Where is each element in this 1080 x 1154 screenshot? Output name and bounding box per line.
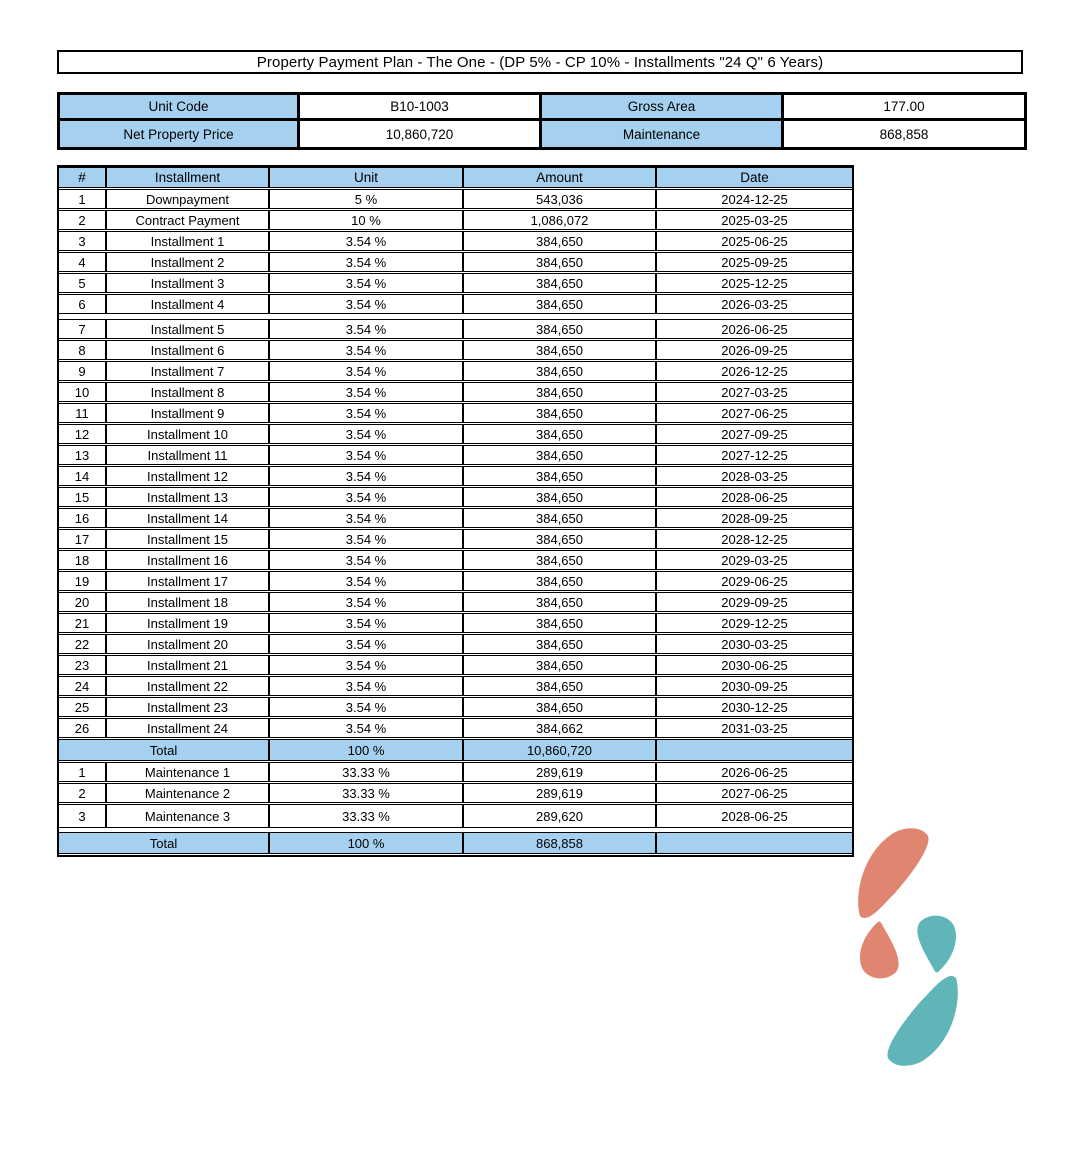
date-cell: 2027-12-25 xyxy=(657,445,852,465)
amount-cell: 384,650 xyxy=(464,550,657,570)
amount-cell: 384,650 xyxy=(464,508,657,528)
date-cell: 2028-06-25 xyxy=(657,487,852,507)
row-number-cell: 4 xyxy=(59,252,107,272)
payment-row xyxy=(59,231,852,251)
payment-row xyxy=(59,273,852,293)
row-number-cell: 7 xyxy=(59,319,107,339)
date-cell: 2027-06-25 xyxy=(657,783,852,803)
unit-percent-cell: 3.54 % xyxy=(270,252,464,272)
summary-row xyxy=(60,121,1024,147)
unit-percent-cell: 3.54 % xyxy=(270,445,464,465)
unit-percent-cell: 3.54 % xyxy=(270,403,464,423)
amount-cell: 384,650 xyxy=(464,231,657,251)
installment-name-cell: Installment 5 xyxy=(107,319,270,339)
unit-percent-cell: 3.54 % xyxy=(270,273,464,293)
row-number-cell: 23 xyxy=(59,655,107,675)
unit-code-label: Unit Code xyxy=(60,95,300,118)
row-number-cell: 10 xyxy=(59,382,107,402)
date-cell: 2030-12-25 xyxy=(657,697,852,717)
installment-name-cell: Installment 19 xyxy=(107,613,270,633)
unit-percent-cell: 3.54 % xyxy=(270,676,464,696)
installment-name-cell: Installment 15 xyxy=(107,529,270,549)
date-cell: 2030-03-25 xyxy=(657,634,852,654)
row-number-cell: 21 xyxy=(59,613,107,633)
date-cell: 2025-12-25 xyxy=(657,273,852,293)
date-cell: 2029-03-25 xyxy=(657,550,852,570)
date-cell: 2026-06-25 xyxy=(657,319,852,339)
unit-percent-cell: 3.54 % xyxy=(270,718,464,738)
installment-name-cell: Installment 21 xyxy=(107,655,270,675)
installment-name-cell: Maintenance 3 xyxy=(107,804,270,828)
amount-cell: 384,662 xyxy=(464,718,657,738)
payment-row xyxy=(59,340,852,360)
payment-row xyxy=(59,294,852,314)
installment-name-cell: Installment 11 xyxy=(107,445,270,465)
amount-cell: 289,619 xyxy=(464,762,657,782)
amount-cell: 384,650 xyxy=(464,319,657,339)
payment-row xyxy=(59,718,852,738)
header-date: Date xyxy=(657,167,852,188)
installment-name-cell: Installment 9 xyxy=(107,403,270,423)
row-number-cell: 1 xyxy=(59,189,107,209)
installment-name-cell: Installment 24 xyxy=(107,718,270,738)
installment-name-cell: Maintenance 2 xyxy=(107,783,270,803)
amount-cell: 289,620 xyxy=(464,804,657,828)
payment-row xyxy=(59,550,852,570)
payment-schedule-table xyxy=(57,165,854,857)
total-amount-cell: 10,860,720 xyxy=(464,739,657,761)
payment-row xyxy=(59,571,852,591)
date-cell: 2025-09-25 xyxy=(657,252,852,272)
total-unit-cell: 100 % xyxy=(270,739,464,761)
header-amount: Amount xyxy=(464,167,657,188)
payment-row xyxy=(59,508,852,528)
unit-percent-cell: 10 % xyxy=(270,210,464,230)
installment-name-cell: Installment 6 xyxy=(107,340,270,360)
date-cell: 2027-03-25 xyxy=(657,382,852,402)
unit-percent-cell: 3.54 % xyxy=(270,613,464,633)
installment-name-cell: Installment 14 xyxy=(107,508,270,528)
unit-percent-cell: 3.54 % xyxy=(270,361,464,381)
installment-name-cell: Installment 1 xyxy=(107,231,270,251)
amount-cell: 384,650 xyxy=(464,445,657,465)
amount-cell: 1,086,072 xyxy=(464,210,657,230)
payment-row xyxy=(59,529,852,549)
installment-name-cell: Installment 8 xyxy=(107,382,270,402)
row-number-cell: 11 xyxy=(59,403,107,423)
date-cell: 2027-06-25 xyxy=(657,403,852,423)
amount-cell: 384,650 xyxy=(464,613,657,633)
total-label-cell: Total xyxy=(59,739,270,761)
row-number-cell: 25 xyxy=(59,697,107,717)
installment-name-cell: Installment 7 xyxy=(107,361,270,381)
installment-name-cell: Installment 23 xyxy=(107,697,270,717)
header-unit: Unit xyxy=(270,167,464,188)
payment-row xyxy=(59,634,852,654)
row-number-cell: 12 xyxy=(59,424,107,444)
row-number-cell: 22 xyxy=(59,634,107,654)
date-cell: 2024-12-25 xyxy=(657,189,852,209)
row-number-cell: 19 xyxy=(59,571,107,591)
date-cell: 2029-06-25 xyxy=(657,571,852,591)
row-number-cell: 16 xyxy=(59,508,107,528)
total-unit-cell: 100 % xyxy=(270,832,464,854)
total-amount-cell: 868,858 xyxy=(464,832,657,854)
maintenance-row xyxy=(59,783,852,803)
date-cell: 2028-06-25 xyxy=(657,804,852,828)
row-number-cell: 5 xyxy=(59,273,107,293)
amount-cell: 384,650 xyxy=(464,382,657,402)
total-date-cell xyxy=(657,832,852,854)
payment-row xyxy=(59,361,852,381)
unit-percent-cell: 33.33 % xyxy=(270,804,464,828)
installment-name-cell: Downpayment xyxy=(107,189,270,209)
unit-percent-cell: 3.54 % xyxy=(270,634,464,654)
unit-percent-cell: 3.54 % xyxy=(270,529,464,549)
date-cell: 2030-06-25 xyxy=(657,655,852,675)
row-number-cell: 17 xyxy=(59,529,107,549)
row-number-cell: 9 xyxy=(59,361,107,381)
installment-name-cell: Maintenance 1 xyxy=(107,762,270,782)
amount-cell: 384,650 xyxy=(464,403,657,423)
company-logo xyxy=(852,826,964,1068)
payments-total-row xyxy=(59,739,852,761)
installment-name-cell: Installment 3 xyxy=(107,273,270,293)
payment-row xyxy=(59,210,852,230)
payment-row xyxy=(59,445,852,465)
row-number-cell: 24 xyxy=(59,676,107,696)
total-date-cell xyxy=(657,739,852,761)
amount-cell: 384,650 xyxy=(464,655,657,675)
document-title: Property Payment Plan - The One - (DP 5% - CP 10% - Installments "24 Q" 6 Years) xyxy=(256,53,824,71)
row-number-cell: 6 xyxy=(59,294,107,314)
date-cell: 2027-09-25 xyxy=(657,424,852,444)
date-cell: 2026-03-25 xyxy=(657,294,852,314)
schedule-header-row xyxy=(59,167,852,188)
installment-name-cell: Installment 16 xyxy=(107,550,270,570)
unit-percent-cell: 3.54 % xyxy=(270,508,464,528)
maintenance-total-row xyxy=(59,832,852,854)
unit-percent-cell: 3.54 % xyxy=(270,655,464,675)
unit-percent-cell: 3.54 % xyxy=(270,424,464,444)
unit-percent-cell: 3.54 % xyxy=(270,550,464,570)
summary-row xyxy=(60,95,1024,121)
unit-percent-cell: 5 % xyxy=(270,189,464,209)
payment-row xyxy=(59,403,852,423)
payment-row xyxy=(59,697,852,717)
maintenance-row xyxy=(59,762,852,782)
payment-row xyxy=(59,487,852,507)
document-title-bar xyxy=(57,50,1023,74)
amount-cell: 384,650 xyxy=(464,592,657,612)
amount-cell: 384,650 xyxy=(464,294,657,314)
amount-cell: 384,650 xyxy=(464,634,657,654)
row-number-cell: 14 xyxy=(59,466,107,486)
unit-percent-cell: 3.54 % xyxy=(270,340,464,360)
date-cell: 2026-09-25 xyxy=(657,340,852,360)
date-cell: 2028-12-25 xyxy=(657,529,852,549)
installment-name-cell: Installment 13 xyxy=(107,487,270,507)
amount-cell: 384,650 xyxy=(464,252,657,272)
header-installment: Installment xyxy=(107,167,270,188)
unit-percent-cell: 3.54 % xyxy=(270,697,464,717)
gross-area-value: 177.00 xyxy=(883,99,925,114)
unit-percent-cell: 33.33 % xyxy=(270,762,464,782)
maintenance-label: Maintenance xyxy=(542,121,784,147)
unit-percent-cell: 3.54 % xyxy=(270,231,464,251)
installment-name-cell: Installment 17 xyxy=(107,571,270,591)
date-cell: 2031-03-25 xyxy=(657,718,852,738)
unit-percent-cell: 3.54 % xyxy=(270,487,464,507)
payment-row xyxy=(59,252,852,272)
payment-row xyxy=(59,676,852,696)
row-number-cell: 20 xyxy=(59,592,107,612)
logo-teal-leaves xyxy=(887,916,957,1066)
amount-cell: 384,650 xyxy=(464,273,657,293)
installment-name-cell: Installment 18 xyxy=(107,592,270,612)
row-number-cell: 13 xyxy=(59,445,107,465)
date-cell: 2025-03-25 xyxy=(657,210,852,230)
schedule-body xyxy=(59,189,852,854)
amount-cell: 384,650 xyxy=(464,487,657,507)
unit-percent-cell: 33.33 % xyxy=(270,783,464,803)
amount-cell: 384,650 xyxy=(464,466,657,486)
row-number-cell: 3 xyxy=(59,804,107,828)
gross-area-label: Gross Area xyxy=(542,95,784,118)
maintenance-row xyxy=(59,804,852,828)
payment-row xyxy=(59,382,852,402)
amount-cell: 384,650 xyxy=(464,529,657,549)
payment-row xyxy=(59,466,852,486)
row-number-cell: 1 xyxy=(59,762,107,782)
unit-percent-cell: 3.54 % xyxy=(270,382,464,402)
installment-name-cell: Installment 22 xyxy=(107,676,270,696)
payment-row xyxy=(59,613,852,633)
row-number-cell: 15 xyxy=(59,487,107,507)
unit-percent-cell: 3.54 % xyxy=(270,571,464,591)
row-number-cell: 18 xyxy=(59,550,107,570)
date-cell: 2029-09-25 xyxy=(657,592,852,612)
amount-cell: 384,650 xyxy=(464,676,657,696)
date-cell: 2029-12-25 xyxy=(657,613,852,633)
amount-cell: 384,650 xyxy=(464,361,657,381)
date-cell: 2028-09-25 xyxy=(657,508,852,528)
unit-percent-cell: 3.54 % xyxy=(270,319,464,339)
date-cell: 2026-12-25 xyxy=(657,361,852,381)
row-number-cell: 2 xyxy=(59,210,107,230)
payment-row xyxy=(59,592,852,612)
date-cell: 2030-09-25 xyxy=(657,676,852,696)
total-label-cell: Total xyxy=(59,832,270,854)
amount-cell: 384,650 xyxy=(464,340,657,360)
unit-percent-cell: 3.54 % xyxy=(270,294,464,314)
date-cell: 2025-06-25 xyxy=(657,231,852,251)
amount-cell: 384,650 xyxy=(464,697,657,717)
unit-code-value: B10-1003 xyxy=(300,95,542,118)
payment-row xyxy=(59,189,852,209)
payment-row xyxy=(59,655,852,675)
installment-name-cell: Installment 4 xyxy=(107,294,270,314)
amount-cell: 289,619 xyxy=(464,783,657,803)
amount-cell: 543,036 xyxy=(464,189,657,209)
installment-name-cell: Installment 2 xyxy=(107,252,270,272)
logo-coral-leaves xyxy=(858,828,928,978)
payment-row xyxy=(59,424,852,444)
payment-row xyxy=(59,319,852,339)
header-number: # xyxy=(59,167,107,188)
amount-cell: 384,650 xyxy=(464,424,657,444)
amount-cell: 384,650 xyxy=(464,571,657,591)
installment-name-cell: Installment 12 xyxy=(107,466,270,486)
row-number-cell: 8 xyxy=(59,340,107,360)
row-number-cell: 3 xyxy=(59,231,107,251)
date-cell: 2028-03-25 xyxy=(657,466,852,486)
unit-percent-cell: 3.54 % xyxy=(270,466,464,486)
installment-name-cell: Contract Payment xyxy=(107,210,270,230)
row-number-cell: 26 xyxy=(59,718,107,738)
date-cell: 2026-06-25 xyxy=(657,762,852,782)
installment-name-cell: Installment 20 xyxy=(107,634,270,654)
maintenance-value: 868,858 xyxy=(879,126,929,142)
property-summary-table xyxy=(57,92,1027,150)
net-property-price-label: Net Property Price xyxy=(60,121,300,147)
net-property-price-value: 10,860,720 xyxy=(300,121,542,147)
row-number-cell: 2 xyxy=(59,783,107,803)
installment-name-cell: Installment 10 xyxy=(107,424,270,444)
unit-percent-cell: 3.54 % xyxy=(270,592,464,612)
